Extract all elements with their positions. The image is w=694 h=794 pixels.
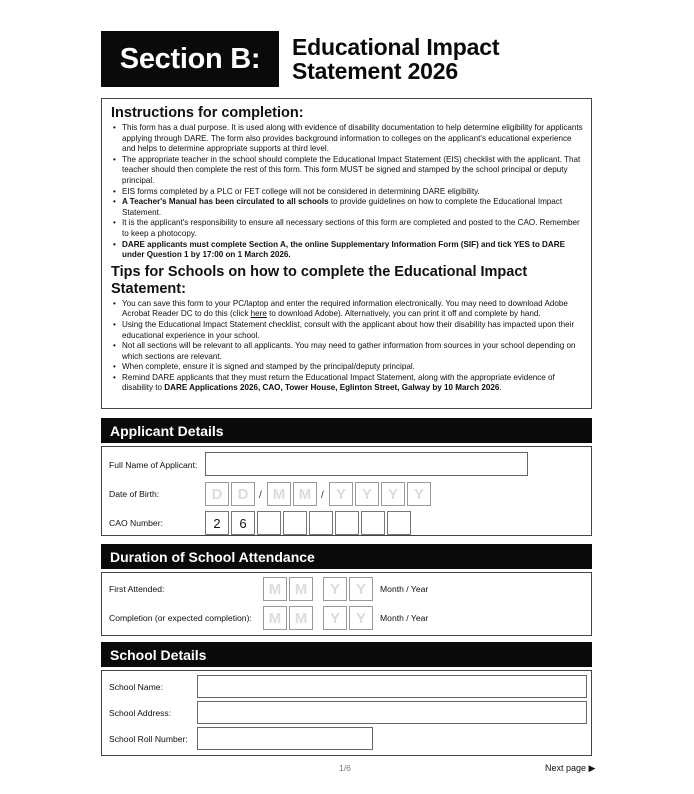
school-details-heading: School Details [101, 642, 592, 667]
cao-digit[interactable] [257, 511, 281, 535]
tip-text: You can save this form to your PC/laptop and enter the required information electronically. You may need to download Adobe Acrobat Reader DC to do this (click [122, 298, 568, 319]
dob-separator: / [321, 490, 324, 501]
return-address: DARE Applications 2026, CAO, Tower House, Eglinton Street, Galway by 10 March 2026 [164, 383, 500, 393]
instructions-list [111, 123, 583, 261]
school-address-label: School Address: [109, 708, 172, 718]
dob-year-3[interactable]: Y [381, 482, 405, 506]
instructions-box [101, 98, 592, 409]
tip-item: • When complete, ensure it is signed and stamped by the principal/deputy principal. [122, 362, 583, 373]
title-line-1: Educational Impact [292, 34, 500, 60]
instruction-item: • EIS forms completed by a PLC or FET college will not be considered in determining DARE eligibility. [122, 187, 583, 198]
completion-year-1[interactable]: Y [323, 606, 347, 630]
duration-panel [101, 572, 592, 636]
tip-text: . [499, 383, 502, 393]
tip-item [122, 373, 583, 394]
cao-digit[interactable] [335, 511, 359, 535]
tip-item: • Using the Educational Impact Statement checklist, consult with the applicant about how their disability has impacted upon their educational experience in your school. [122, 320, 583, 341]
cao-number-label: CAO Number: [109, 518, 163, 528]
page-number: 1/6 [339, 763, 351, 773]
completion-unit-label: Month / Year [380, 613, 429, 623]
instruction-item: • The appropriate teacher in the school should complete the Educational Impact Statement (EIS) checklist with the applicant. That teacher should then complete the rest of this form. This form MUST be signed and stamped by the school principal or deputy principal. [122, 155, 583, 187]
cao-digit[interactable] [361, 511, 385, 535]
section-label: Section B: [101, 31, 279, 87]
cao-digit[interactable]: 6 [231, 511, 255, 535]
full-name-label: Full Name of Applicant: [109, 460, 198, 470]
tip-item [122, 299, 583, 320]
dob-month-1[interactable]: M [267, 482, 291, 506]
instruction-item [122, 197, 583, 218]
instructions-heading: Instructions for completion: [111, 105, 304, 121]
cao-digit[interactable] [309, 511, 333, 535]
dob-month-2[interactable]: M [293, 482, 317, 506]
cao-digit[interactable]: 2 [205, 511, 229, 535]
school-roll-label: School Roll Number: [109, 734, 188, 744]
tip-item: • Not all sections will be relevant to all applicants. You may need to gather information from sources in your school depending on which sections are relevant. [122, 341, 583, 362]
dob-year-1[interactable]: Y [329, 482, 353, 506]
first-month-2[interactable]: M [289, 577, 313, 601]
title-line-2: Statement 2026 [292, 58, 458, 84]
page-title [292, 35, 499, 83]
completion-label: Completion (or expected completion): [109, 613, 252, 623]
school-name-input[interactable] [197, 675, 587, 698]
first-year-1[interactable]: Y [323, 577, 347, 601]
applicant-details-panel [101, 446, 592, 536]
instruction-item: • DARE applicants must complete Section A, the online Supplementary Information Form (SIF) and tick YES to DARE under Question 1 by 17:00 on 1 March 2026. [122, 240, 583, 261]
tips-list [111, 299, 583, 394]
school-name-label: School Name: [109, 682, 163, 692]
dob-year-2[interactable]: Y [355, 482, 379, 506]
school-details-panel [101, 670, 592, 756]
cao-digit[interactable] [283, 511, 307, 535]
instruction-item: • It is the applicant's responsibility to ensure all necessary sections of this form are completed and posted to the CAO. Remember to keep a photocopy. [122, 218, 583, 239]
school-roll-input[interactable] [197, 727, 373, 750]
tip-text: Remind DARE applicants that they must return the Educational Impact Statement, along with the appropriate evidence of disability to [122, 372, 555, 393]
cao-digit[interactable] [387, 511, 411, 535]
completion-month-1[interactable]: M [263, 606, 287, 630]
teachers-manual-bold: A Teacher's Manual has been circulated to all schools [122, 197, 329, 207]
first-month-1[interactable]: M [263, 577, 287, 601]
tip-text: to download Adobe). Alternatively, you can print it off and complete by hand. [266, 309, 541, 319]
applicant-details-heading: Applicant Details [101, 418, 592, 443]
next-page-link[interactable]: Next page ▶ [545, 763, 596, 773]
first-year-2[interactable]: Y [349, 577, 373, 601]
first-attended-label: First Attended: [109, 584, 165, 594]
dob-label: Date of Birth: [109, 489, 160, 499]
duration-heading: Duration of School Attendance [101, 544, 592, 569]
tips-heading: Tips for Schools on how to complete the Educational Impact Statement: [111, 263, 528, 297]
dob-year-4[interactable]: Y [407, 482, 431, 506]
dob-day-2[interactable]: D [231, 482, 255, 506]
dob-day-1[interactable]: D [205, 482, 229, 506]
completion-month-2[interactable]: M [289, 606, 313, 630]
completion-year-2[interactable]: Y [349, 606, 373, 630]
adobe-download-link[interactable]: here [250, 309, 267, 319]
teachers-manual-text: to provide guidelines on how to complete the Educational Impact Statement. [122, 197, 563, 217]
first-unit-label: Month / Year [380, 584, 429, 594]
school-address-input[interactable] [197, 701, 587, 724]
instruction-item: • This form has a dual purpose. It is used along with evidence of disability documentation to help determine eligibility for applicants applying through DARE. The form also provides background information to colleges on the applicant's educational experience and helps to determine appropriate supports at third level. [122, 123, 583, 155]
dob-separator: / [259, 490, 262, 501]
full-name-input[interactable] [205, 452, 528, 476]
